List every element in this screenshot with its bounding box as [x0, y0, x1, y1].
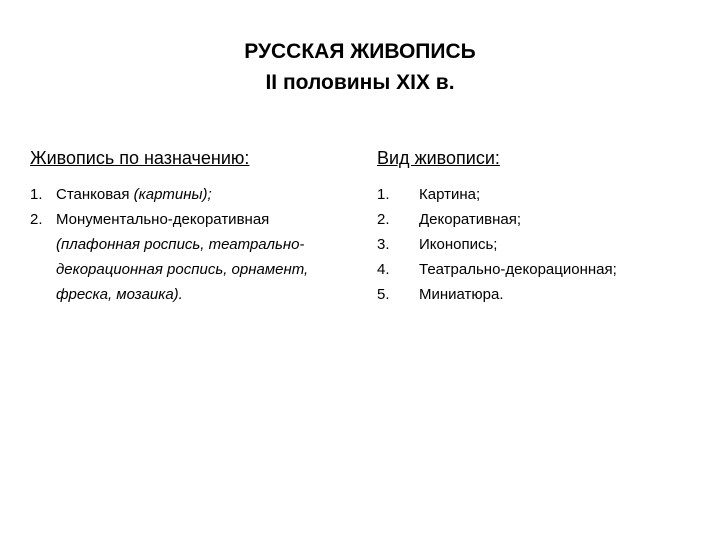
- list-item: [377, 232, 707, 257]
- list-item-number: 3.: [377, 236, 390, 253]
- slide-title: [0, 36, 720, 98]
- list-item-number: 1.: [30, 186, 43, 203]
- painting-types-heading: Вид живописи:: [377, 148, 500, 168]
- painting-by-purpose-column: [30, 146, 350, 307]
- list-item-label: Картина;: [419, 186, 481, 203]
- list-item: [377, 257, 707, 282]
- list-item-label: Станковая: [56, 186, 130, 203]
- list-item-label: Театрально-декорационная;: [419, 261, 617, 278]
- list-item: [30, 182, 350, 207]
- list-item: [377, 182, 707, 207]
- list-item-detail: (плафонная роспись, театрально-декорационная роспись, орнамент, фреска, мозаика).: [56, 236, 309, 303]
- list-item-number: 2.: [377, 211, 390, 228]
- painting-by-purpose-heading: Живопись по назначению:: [30, 148, 250, 168]
- list-item-number: 5.: [377, 286, 390, 303]
- list-item-label: Иконопись;: [419, 236, 498, 253]
- list-item-label: Декоративная;: [419, 211, 522, 228]
- painting-types-list: [377, 182, 707, 307]
- painting-types-column: [377, 146, 707, 307]
- list-item-detail: (картины);: [129, 186, 212, 203]
- list-item-number: 4.: [377, 261, 390, 278]
- painting-by-purpose-list: [30, 182, 350, 307]
- list-item-label: Монументально-декоративная: [56, 211, 270, 228]
- list-item-number: 2.: [30, 211, 43, 228]
- list-item-label: Миниатюра.: [419, 286, 504, 303]
- list-item: [30, 207, 350, 307]
- title-line-2: II половины XIX в.: [265, 71, 455, 94]
- list-item: [377, 207, 707, 232]
- list-item: [377, 282, 707, 307]
- list-item-number: 1.: [377, 186, 390, 203]
- title-line-1: РУССКАЯ ЖИВОПИСЬ: [244, 40, 476, 63]
